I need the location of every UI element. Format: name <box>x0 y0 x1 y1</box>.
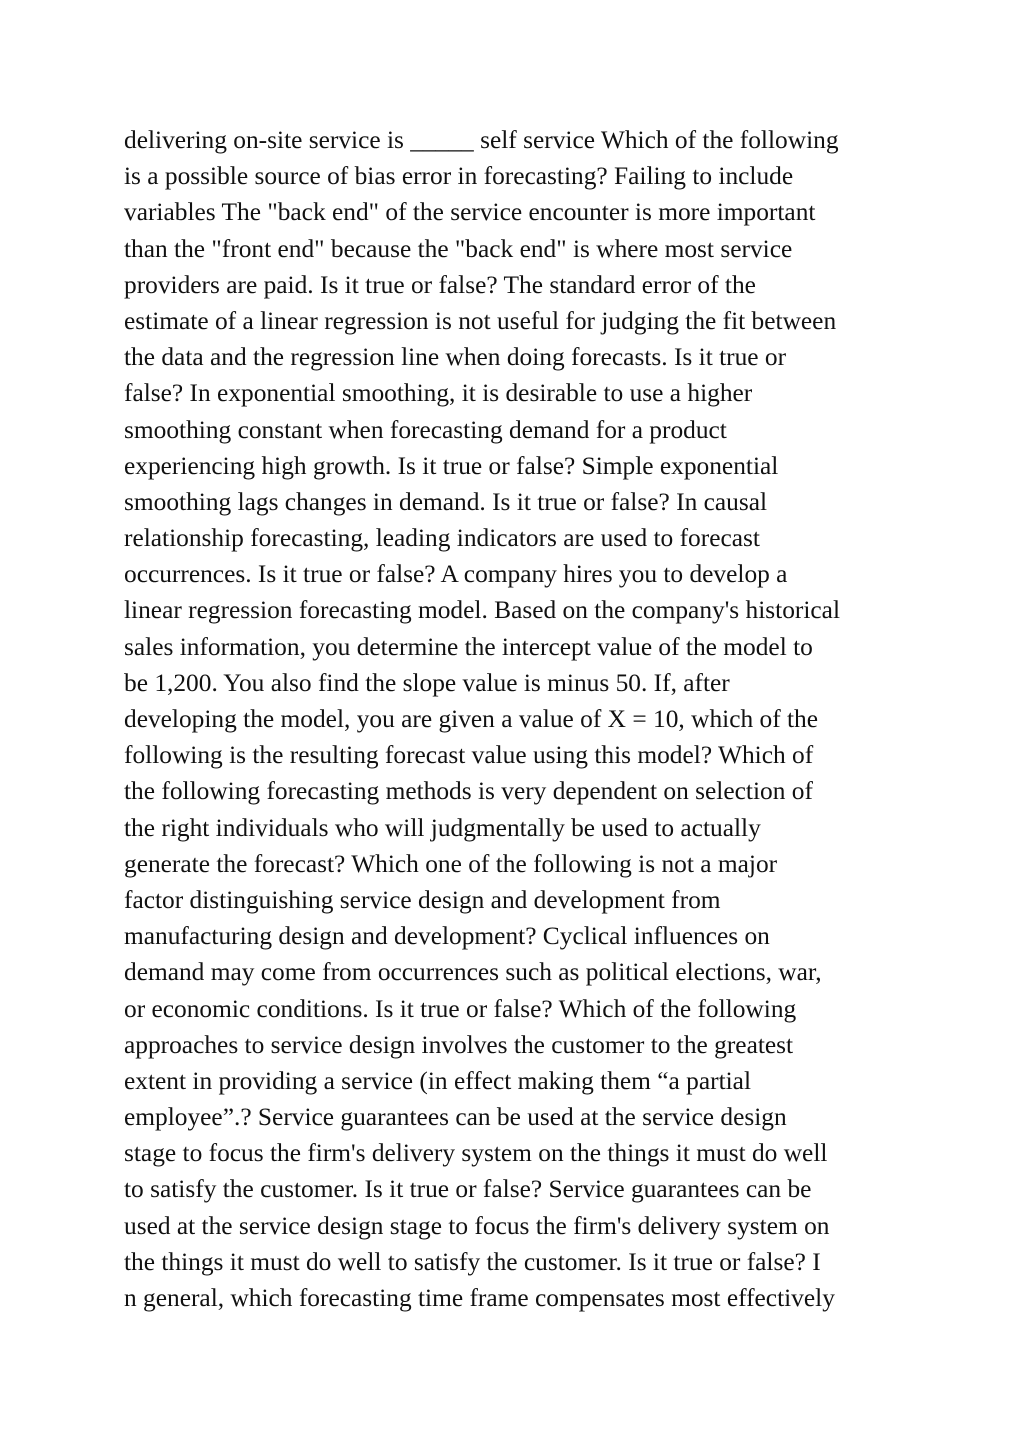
text-line: smoothing lags changes in demand. Is it true or false? In causal <box>124 487 768 516</box>
text-line: linear regression forecasting model. Based on the company's historical <box>124 596 841 625</box>
text-line: smoothing constant when forecasting demand for a product <box>124 415 727 444</box>
text-line: the data and the regression line when doing forecasts. Is it true or <box>124 343 787 372</box>
text-line: to satisfy the customer. Is it true or false? Service guarantees can be <box>124 1175 812 1204</box>
text-line: occurrences. Is it true or false? A company hires you to develop a <box>124 560 788 589</box>
text-line: than the "front end" because the "back end" is where most service <box>124 234 793 263</box>
text-line: used at the service design stage to focus the firm's delivery system on <box>124 1211 830 1240</box>
text-line: delivering on-site service is _____ self service Which of the following <box>124 126 839 154</box>
text-line: approaches to service design involves the customer to the greatest <box>124 1030 794 1059</box>
text-line: be 1,200. You also find the slope value is minus 50. If, after <box>124 668 730 697</box>
text-line: or economic conditions. Is it true or false? Which of the following <box>124 994 797 1023</box>
text-line: the following forecasting methods is very dependent on selection of <box>124 777 813 806</box>
text-line: false? In exponential smoothing, it is desirable to use a higher <box>124 379 753 408</box>
text-line: generate the forecast? Which one of the following is not a major <box>124 849 778 878</box>
text-line: the things it must do well to satisfy the customer. Is it true or false? I <box>124 1247 821 1276</box>
text-line: factor distinguishing service design and development from <box>124 885 721 914</box>
text-line: demand may come from occurrences such as political elections, war, <box>124 958 822 987</box>
text-line: manufacturing design and development? Cyclical influences on <box>124 922 770 951</box>
text-line: relationship forecasting, leading indicators are used to forecast <box>124 524 760 553</box>
text-line: extent in providing a service (in effect making them “a partial <box>124 1066 752 1095</box>
text-line: employee”.? Service guarantees can be used at the service design <box>124 1103 787 1132</box>
text-line: n general, which forecasting time frame compensates most effectively <box>124 1284 835 1312</box>
text-line: developing the model, you are given a value of X = 10, which of the <box>124 705 819 733</box>
text-line: variables The "back end" of the service encounter is more important <box>124 198 816 227</box>
text-line: stage to focus the firm's delivery system on the things it must do well <box>124 1139 828 1168</box>
text-line: providers are paid. Is it true or false? The standard error of the <box>124 270 756 299</box>
body-text <box>124 122 914 1316</box>
text-line: the right individuals who will judgmentally be used to actually <box>124 813 761 842</box>
text-line: is a possible source of bias error in forecasting? Failing to include <box>124 162 794 191</box>
text-line: following is the resulting forecast value using this model? Which of <box>124 741 814 770</box>
text-line: sales information, you determine the intercept value of the model to <box>124 632 813 661</box>
text-line: estimate of a linear regression is not useful for judging the fit between <box>124 306 837 335</box>
text-line: experiencing high growth. Is it true or false? Simple exponential <box>124 451 779 480</box>
